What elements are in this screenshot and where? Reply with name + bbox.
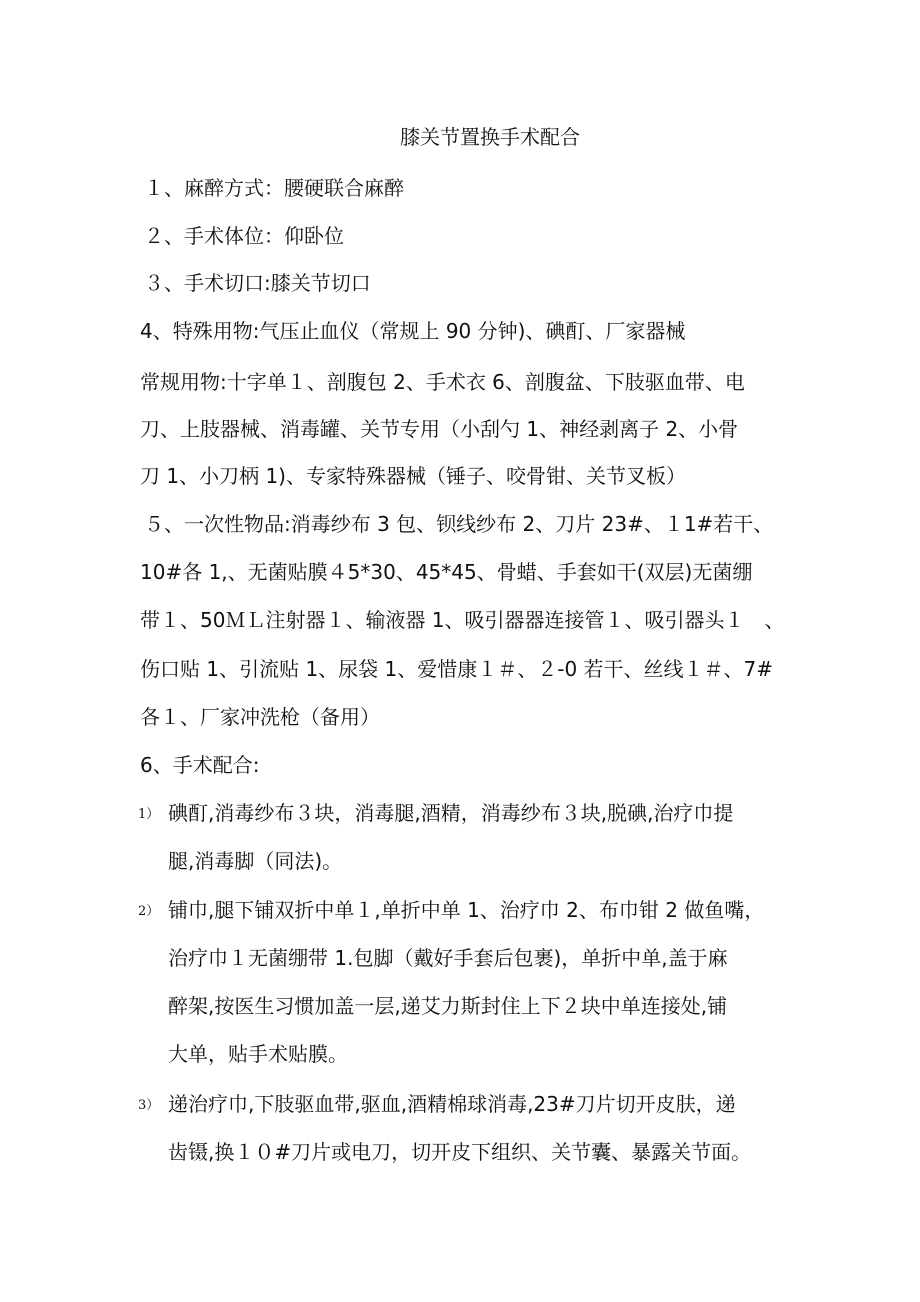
- text-line-position: ２、手术体位：仰卧位: [144, 224, 344, 248]
- item-2-line-3: 醉架,按医生习惯加盖一层,递艾力斯封住上下２块中单连接处,铺: [168, 994, 728, 1018]
- text-line-disposables-1: ５、一次性物品:消毒纱布 3 包、钡线纱布 2、刀片 23#、１1#若干、: [144, 512, 774, 536]
- item-number-1: 1）: [138, 807, 160, 822]
- text-line-special-items: 4、特殊用物:气压止血仪（常规上 90 分钟)、碘酊、厂家器械: [140, 319, 686, 343]
- text-line-routine-items-3: 刀 1、小刀柄 1)、专家特殊器械（锤子、咬骨钳、关节叉板）: [140, 464, 686, 488]
- item-2-line-4: 大单，贴手术贴膜。: [168, 1042, 348, 1066]
- item-number-3: 3）: [138, 1098, 160, 1113]
- text-line-incision: ３、手术切口:膝关节切口: [144, 271, 371, 295]
- item-2-line-2: 治疗巾１无菌绷带 1.包脚（戴好手套后包裹)，单折中单,盖于麻: [168, 946, 728, 970]
- item-2-line-1: 铺巾,腿下铺双折中单１,单折中单 1、治疗巾 2、布巾钳 2 做鱼嘴，: [168, 898, 765, 922]
- item-3-line-2: 齿镊,换１０#刀片或电刀，切开皮下组织、关节囊、暴露关节面。: [168, 1140, 752, 1164]
- item-1-line-2: 腿,消毒脚（同法)。: [168, 849, 343, 873]
- text-line-disposables-3: 带１、50ＭＬ注射器１、输液器 1、吸引器器连接管１、吸引器头１ 、: [140, 608, 785, 632]
- item-1-line-1: 碘酊,消毒纱布３块，消毒腿,酒精，消毒纱布３块,脱碘,治疗巾提: [168, 801, 734, 825]
- text-line-surgical-cooperation: 6、手术配合:: [140, 753, 260, 777]
- text-line-disposables-2: 10#各 1,、无菌贴膜４5*30、45*45、骨蜡、手套如干(双层)无菌绷: [140, 560, 753, 584]
- text-line-routine-items-1: 常规用物:十字单１、剖腹包 2、手术衣 6、剖腹盆、下肢驱血带、电: [140, 370, 745, 394]
- text-line-disposables-5: 各１、厂家冲洗枪（备用）: [140, 705, 380, 729]
- document-title: 膝关节置换手术配合: [400, 125, 580, 149]
- text-line-anesthesia: １、麻醉方式：腰硬联合麻醉: [144, 176, 404, 200]
- text-line-routine-items-2: 刀、上肢器械、消毒罐、关节专用（小刮勺 1、神经剥离子 2、小骨: [140, 417, 739, 441]
- item-number-2: 2）: [138, 904, 160, 919]
- item-3-line-1: 递治疗巾,下肢驱血带,驱血,酒精棉球消毒,23#刀片切开皮肤，递: [168, 1092, 736, 1116]
- text-line-disposables-4: 伤口贴 1、引流贴 1、尿袋 1、爱惜康１＃、２-0 若干、丝线１＃、7#: [140, 657, 774, 681]
